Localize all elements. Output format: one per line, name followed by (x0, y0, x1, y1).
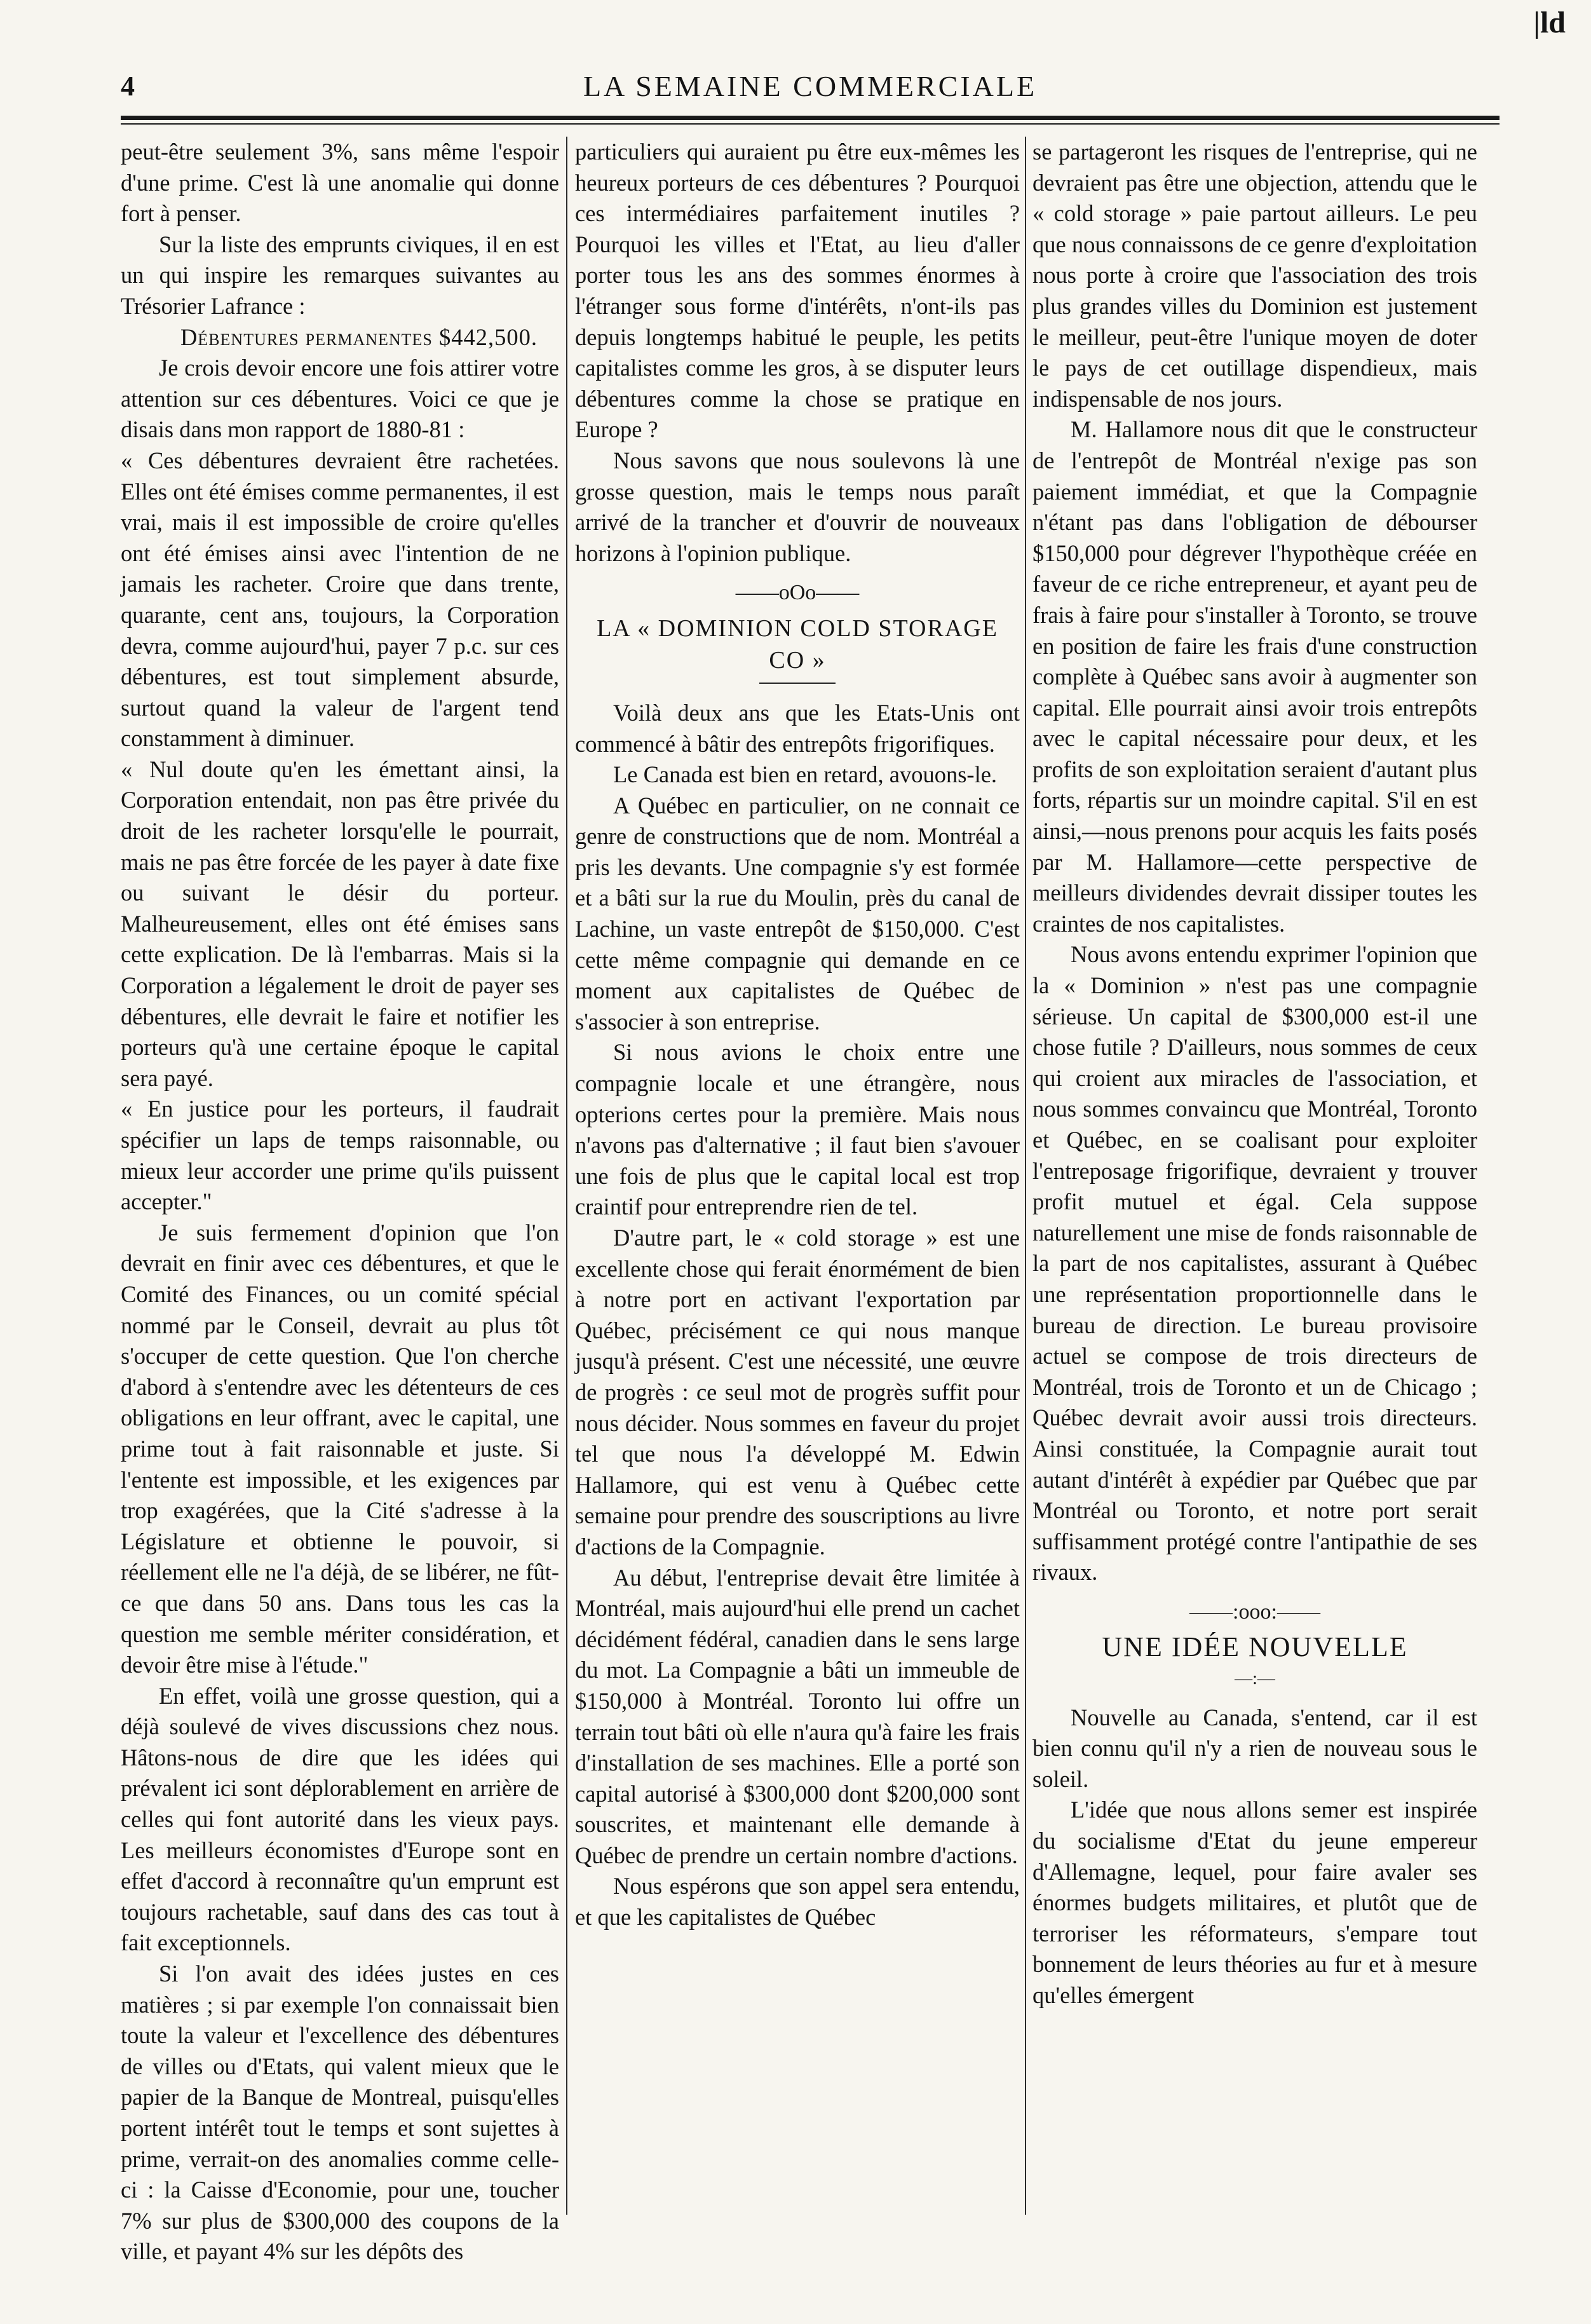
col1-paragraph: En effet, voilà une grosse question, qui a déjà soulevé de vives discussions chez nous. Hâtons-nous de dire que les idées qui prévalent ici sont déplorablement en arrière de celles qui font autorité dans les vieux pays. Les meilleurs économistes d'Europe sont en effet d'accord à reconnaître qu'un emprunt est toujours rachetable, sauf dans des cas tout à fait exceptionnels. (121, 1682, 559, 1956)
col1-paragraph: Sur la liste des emprunts civiques, il en est un qui inspire les remarques suivantes au Trésorier Lafrance : (121, 231, 559, 319)
section-ornament: ——oOo—— (735, 581, 860, 605)
col3-paragraph: Nouvelle au Canada, s'entend, car il est bien connu qu'il n'y a rien de nouveau sous le soleil. (1032, 1704, 1477, 1792)
quote-paragraph: « Ces débentures devraient être rachetées. Elles ont été émises comme permanentes, il est vrai, mais il est impossible de croire qu'elles ont été émises ainsi avec l'intention de ne jamais les racheter. Croire que dans trente, quarante, cent ans, toujours, la Corporation devra, comme aujourd'hui, payer 7 p.c. sur ces débentures, est tout simplement absurde, surtout quand la valeur de l'argent tend constamment à diminuer. (121, 447, 559, 752)
col3-paragraph: L'idée que nous allons semer est inspirée du socialisme d'Etat du jeune empereur d'Allemagne, lequel, pour faire avaler ses énormes budgets militaires, et plutôt que de terroriser les réformateurs, s'empare tout bonnement de leurs théories au fur et à mesure qu'elles émergent (1032, 1797, 1477, 2009)
col1-paragraph: Je crois devoir encore une fois attirer votre attention sur ces débentures. Voici ce que je disais dans mon rapport de 1880-81 : (121, 355, 559, 443)
col1-subheading: Débentures permanentes $442,500. (180, 323, 538, 350)
col2-paragraph: A Québec en particulier, on ne connait ce genre de constructions que de nom. Montréal a pris les devants. Une compagnie s'y est formée et a bâti sur la rue du Moulin, près du canal de Lachine, un vaste entrepôt de $150,000. C'est cette même compagnie qui demande en ce moment aux capitalistes de Québec de s'associer à son entreprise. (575, 792, 1020, 1035)
col1-paragraph: Si l'on avait des idées justes en ces matières ; si par exemple l'on connaissait bien toute la valeur et l'excellence des débentures de villes ou d'Etats, qui valent mieux que le papier de la Banque de Montreal, puisqu'elles portent intérêt tout le temps et sont sujettes à prime, verrait-on des anomalies comme celle-ci : la Caisse d'Economie, pour une, toucher 7% sur plus de $300,000 des coupons de la ville, et payant 4% sur les dépôts des (121, 1960, 559, 2265)
col2-paragraph: Nous espérons que son appel sera entendu, et que les capitalistes de Québec (575, 1873, 1020, 1931)
col1-quotation (121, 445, 559, 1218)
col2-paragraph: particuliers qui auraient pu être eux-mêmes les heureux porteurs de ces débentures ? Pourquoi ces intermédiaires parfaitement inutiles ? Pourquoi les villes et l'Etat, au lieu d'aller porter tous les ans des sommes énormes à l'étranger sous forme d'intérêts, n'ont-ils pas depuis longtemps habitué le peuple, les petits capitalistes comme les gros, à se disputer leurs débentures comme la chose se pratique en Europe ? (575, 139, 1020, 443)
col3-paragraph: Nous avons entendu exprimer l'opinion que la « Dominion » n'est pas une compagnie sérieuse. Un capital de $300,000 est-il une chose futile ? D'ailleurs, nous sommes de ceux qui croient aux miracles de l'association, et nous sommes convaincu que Montréal, Toronto et Québec, en se coalisant pour exploiter l'entreposage frigorifique, devraient y trouver profit mutuel et égal. Cela suppose naturellement une mise de fonds raisonnable de la part de nos capitalistes, assurant à Québec une représentation proportionnelle dans le bureau de direction. Le bureau provisoire actuel se compose de trois directeurs de Montréal, trois de Toronto et un de Chicago ; Québec devrait avoir aussi trois directeurs. Ainsi constituée, la Compagnie aurait tout autant d'intérêt à expédier par Québec que par Montréal ou Toronto, et notre port serait suffisamment protégé contre l'antipathie de ses rivaux. (1032, 941, 1477, 1586)
col2-paragraph: Au début, l'entreprise devait être limitée à Montréal, mais aujourd'hui elle prend un cachet décidément fédéral, canadien dans le sens large du mot. La Compagnie a bâti un immeuble de $150,000 à Montréal. Toronto lui offre un terrain tout bâti où elle n'aura qu'à faire les frais d'installation de ses machines. Elle a porté son capital autorisé à $300,000 dont $200,000 sont souscrites, et maintenant elle demande à Québec de prendre un certain nombre d'actions. (575, 1564, 1020, 1868)
col1-paragraph: Je suis fermement d'opinion que l'on devrait en finir avec ces débentures, et que le Comité des Finances, ou un comité spécial nommé par le Conseil, devrait au plus tôt s'occuper de cette question. Que l'on cherche d'abord à s'entendre avec les détenteurs de ces obligations en leur offrant, avec le capital, une prime tout à fait raisonnable et juste. Si l'entente est impossible, et les exigences par trop exagérées, que la Cité s'adresse à la Législature et obtienne le pouvoir, si réellement elle ne l'a déjà, de se libérer, ne fût-ce que dans 50 ans. Dans tous les cas la question me semble mériter considération, et devoir être mise à l'étude." (121, 1219, 559, 1678)
col2-paragraph: D'autre part, le « cold storage » est une excellente chose qui ferait énormément de bien à notre port en activant l'exportation par Québec, précisément ce qui nous manque jusqu'à présent. C'est une nécessité, une œuvre de progrès : ce seul mot de progrès suffit pour nous décider. Nous sommes en faveur du projet tel que nous l'a développé M. Edwin Hallamore, qui est venu à Québec cette semaine pour prendre des souscriptions au livre d'actions de la Compagnie. (575, 1225, 1020, 1560)
masthead-rule-thick (121, 116, 1500, 120)
page-number: 4 (121, 70, 135, 102)
col2-paragraph: Le Canada est bien en retard, avouons-le. (613, 761, 998, 788)
col1-paragraph: peut-être seulement 3%, sans même l'espoir d'une prime. C'est là une anomalie qui donne fort à penser. (121, 139, 559, 227)
quote-paragraph: « En justice pour les porteurs, il faudrait spécifier un laps de temps raisonnable, ou mieux leur accorder une prime qu'ils puissent accepter." (121, 1096, 559, 1215)
column-2 (575, 137, 1020, 2202)
article-headline: UNE IDÉE NOUVELLE (1102, 1631, 1408, 1662)
col2-paragraph: Voilà deux ans que les Etats-Unis ont commencé à bâtir des entrepôts frigorifiques. (575, 699, 1020, 757)
column-divider-2 (1025, 137, 1026, 2215)
quote-paragraph: « Nul doute qu'en les émettant ainsi, la Corporation entendait, non pas être privée du droit de les racheter lorsqu'elle le pourrait, mais ne pas être forcée de les payer à date fixe ou suivant le désir du porteur. Malheureusement, elles ont été émises sans cette explication. De là l'embarras. Mais si la Corporation a légalement le droit de payer ses débentures, elle devrait le faire et notifier les porteurs qu'à une certaine époque le capital sera payé. (121, 756, 559, 1091)
column-divider-1 (566, 137, 567, 2215)
masthead (121, 64, 1500, 108)
section-ornament: ——:ooo:—— (1189, 1600, 1320, 1624)
newspaper-title: LA SEMAINE COMMERCIALE (583, 69, 1038, 102)
corner-mark: |ld (1533, 6, 1566, 39)
column-3 (1032, 137, 1477, 2202)
article-headline: LA « DOMINION COLD STORAGE CO » (597, 615, 998, 674)
col2-paragraph: Nous savons que nous soulevons là une grosse question, mais le temps nous paraît arrivé de la trancher et d'ouvrir de nouveaux horizons à l'opinion publique. (575, 447, 1020, 566)
col3-paragraph: se partageront les risques de l'entreprise, qui ne devraient pas être une objection, attendu que le « cold storage » paie partout ailleurs. Le peu que nous connaissons de ce genre d'exploitation nous porte à croire que l'association des trois plus grandes villes du Dominion est justement le meilleur, peut-être l'unique moyen de doter le pays de cet outillage dispendieux, mais indispensable de nos jours. (1032, 139, 1477, 412)
headline-rule (759, 683, 836, 684)
headline-rule: —:— (1235, 1669, 1275, 1689)
col3-paragraph: M. Hallamore nous dit que le constructeur de l'entrepôt de Montréal n'exige pas son paiement immédiat, et que la Compagnie n'étant pas dans l'obligation de débourser $150,000 pour dégrever l'hypothèque créée en faveur de ce riche entrepreneur, et ayant peu de frais à faire pour s'installer à Toronto, se trouve en position de faire les frais d'une construction complète à Québec sans avoir à augmenter son capital. Elle pourrait ainsi avoir trois entrepôts avec le capital nécessaire pour deux, et les profits de son exploitation seraient d'autant plus forts, répartis sur un moindre capital. S'il en est ainsi,—nous prenons pour acquis les faits posés par M. Hallamore—cette perspective de meilleurs dividendes devrait dissiper toutes les craintes de nos capitalistes. (1032, 416, 1477, 937)
col2-paragraph: Si nous avions le choix entre une compagnie locale et une étrangère, nous opterions certes pour la première. Mais nous n'avons pas d'alternative ; il faut bien s'avouer une fois de plus que le capital local est trop craintif pour entreprendre rien de tel. (575, 1039, 1020, 1220)
column-1 (121, 137, 559, 2265)
masthead-rule-thin (121, 123, 1500, 125)
